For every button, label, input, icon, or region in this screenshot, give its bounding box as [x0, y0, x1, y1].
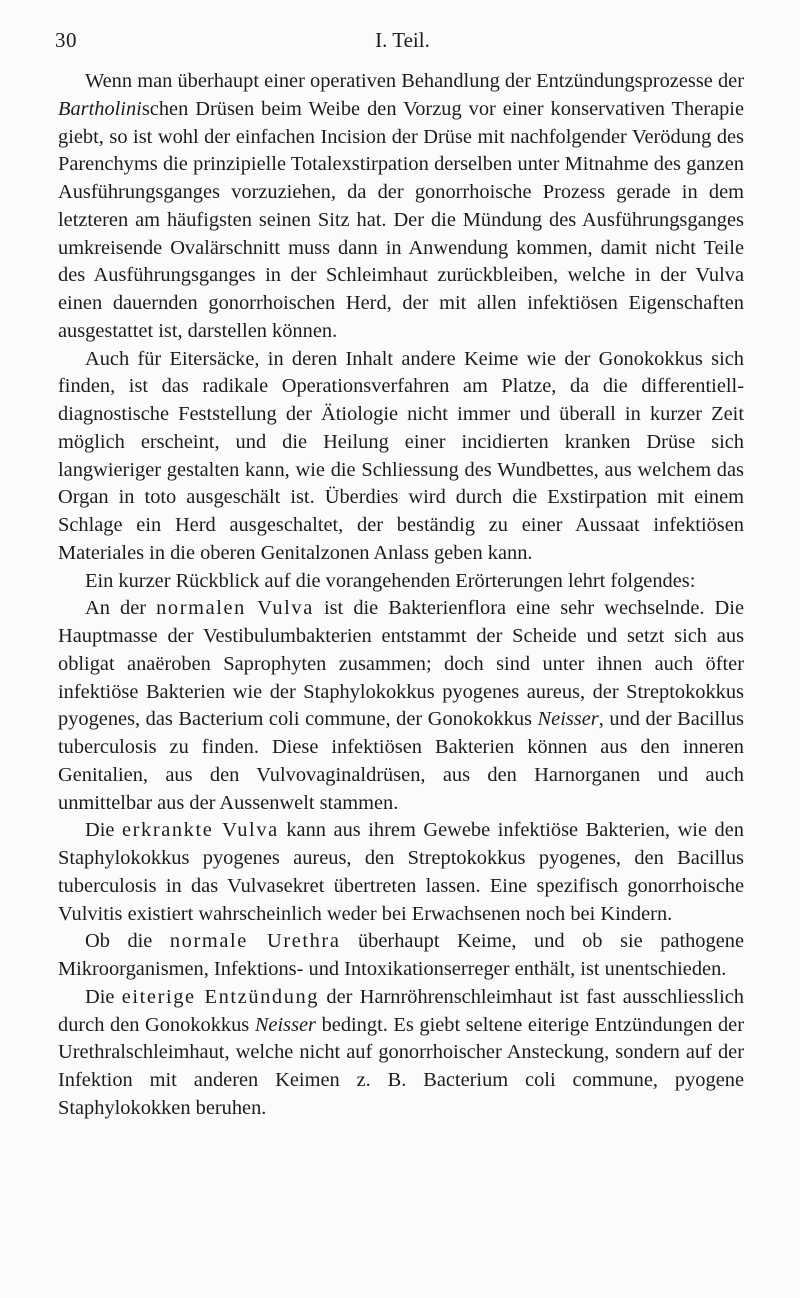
text-run: Ob die	[85, 930, 170, 953]
emphasized-term: normalen Vulva	[156, 597, 314, 620]
text-run: Die	[85, 819, 122, 842]
text-run: ist die Bakterienflora eine sehr wechselnde. Die Hauptmasse der Vestibulumbakterien entstammt der Scheide und setzt sich aus obligat anaëroben Saprophyten zusammen; doch sind unter ihnen auch öfter infektiöse Bakterien wie der Staphylokokkus pyogenes aureus, der Streptokokkus pyogenes, das Bacterium coli commune, der Gonokokkus	[58, 597, 744, 731]
emphasized-term: erkrankte Vulva	[122, 819, 279, 842]
text-run: kann aus ihrem Gewebe infektiöse Bakterien, wie den Staphylokokkus pyogenes aureus, den Streptokokkus pyogenes, den Bacillus tuberculosis in das Vulvasekret übertreten lassen. Eine spezifisch gonorrhoische Vulvitis existiert wahrscheinlich weder bei Erwachsenen noch bei Kindern.	[58, 819, 745, 925]
text-run: schen Drüsen beim Weibe den Vorzug vor einer konservativen Therapie giebt, so ist wohl der einfachen Incision der Drüse mit nachfolgender Verödung des Parenchyms die prinzipielle Totalexstirpation derselben unter Mitnahme des ganzen Ausführungsganges vorzuziehen, da der gonorrhoische Prozess gerade in dem letzteren am häufigsten seinen Sitz hat. Der die Mündung des Ausführungsganges umkreisende Ovalärschnitt muss dann in Anwendung kommen, damit nicht Teile des Ausführungsganges in der Schleimhaut zurückbleiben, welche in der Vulva einen dauernden gonorrhoischen Herd, der mit allen infektiösen Eigenschaften ausgestattet ist, darstellen können.	[58, 97, 744, 342]
paragraph	[58, 568, 744, 596]
text-run: An der	[85, 597, 157, 620]
text-run: Die	[85, 985, 122, 1008]
paragraph	[58, 346, 744, 568]
text-run: Wenn man überhaupt einer operativen Behandlung der Entzündungsprozesse der	[85, 70, 744, 92]
body-text	[58, 68, 744, 1123]
page-number: 30	[55, 28, 77, 52]
text-run: , und der Bacillus tuberculosis zu finden. Diese infektiösen Bakterien können aus den inneren Genitalien, aus den Vulvovaginaldrüsen, aus den Harnorganen und auch unmittelbar aus der Aussenwelt stammen.	[58, 708, 744, 814]
paragraph	[58, 68, 744, 346]
text-run: überhaupt Keime, und ob sie pathogene Mikroorganismen, Infektions- und Intoxikationserreger enthält, ist unentschieden.	[58, 930, 744, 980]
paragraph	[58, 817, 744, 928]
emphasized-term: eiterige Entzündung	[121, 985, 320, 1008]
text-run: bedingt. Es giebt seltene eiterige Entzündungen der Urethralschleimhaut, welche nicht auf gonorrhoischer Ansteckung, sondern auf der Infektion mit anderen Keimen z. B. Bacterium coli commune, pyogene Staphylokokken beruhen.	[58, 1013, 744, 1119]
paragraph	[58, 928, 744, 984]
text-run: der Harnröhrenschleimhaut ist fast ausschliesslich durch den Gonokokkus	[58, 985, 744, 1036]
paragraph	[58, 984, 744, 1123]
emphasized-term: normale Urethra	[169, 930, 341, 953]
italic-term: Neisser	[254, 1013, 316, 1036]
text-run: Auch für Eitersäcke, in deren Inhalt andere Keime wie der Gonokokkus sich finden, ist das radikale Operationsverfahren am Platze, da die differentiell-diagnostische Feststellung der Ätiologie nicht immer und überall in kurzer Zeit möglich erscheint, und die Heilung einer incidierten kranken Drüse sich langwieriger gestalten kann, wie die Schliessung des Wundbettes, aus welchem das Organ in toto ausgeschält ist. Überdies wird durch die Exstirpation mit einem Schlage ein Herd ausgeschaltet, der beständig zu einer Aussaat infektiösen Materiales in die oberen Genitalzonen Anlass geben kann.	[58, 347, 744, 564]
text-run: Ein kurzer Rückblick auf die vorangehenden Erörterungen lehrt folgendes:	[85, 569, 696, 592]
running-head: I. Teil.	[375, 28, 430, 52]
paragraph	[58, 595, 744, 817]
page-header	[55, 28, 750, 58]
italic-term: Bartholini	[58, 97, 142, 120]
italic-term: Neisser	[537, 708, 599, 731]
